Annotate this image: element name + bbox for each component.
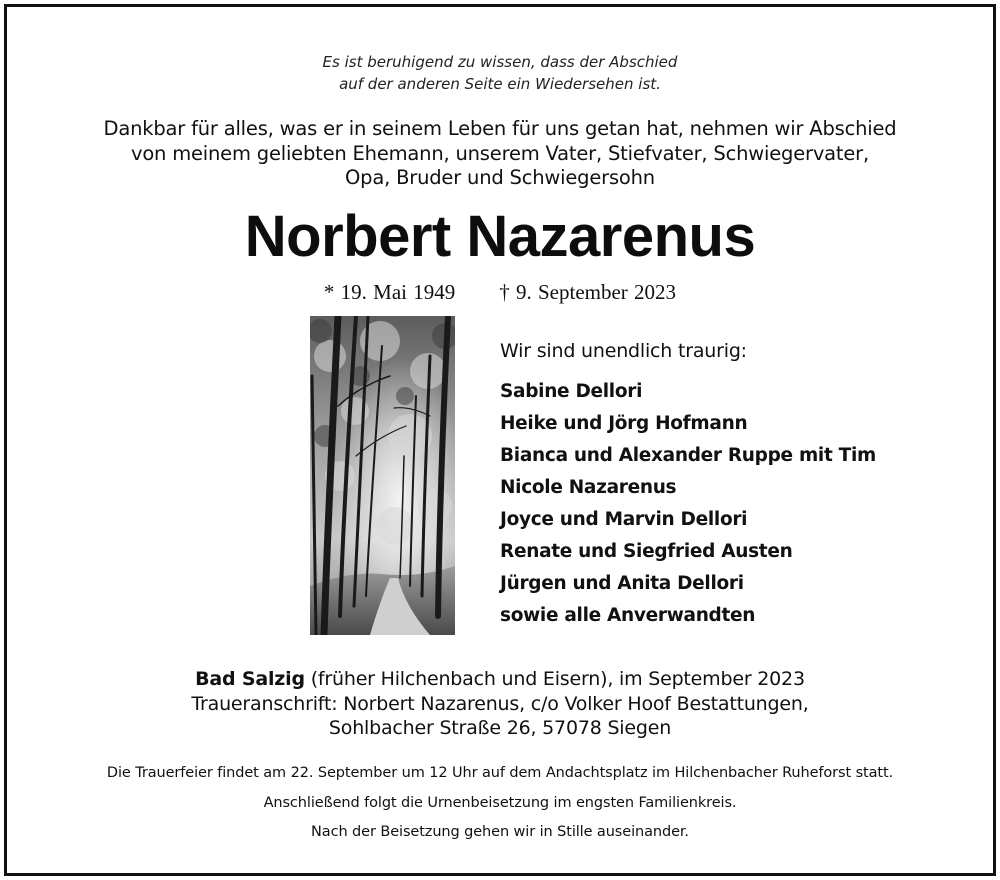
birth-date: * 19. Mai 1949 bbox=[323, 280, 456, 304]
mourner-name: Joyce und Marvin Dellori bbox=[500, 509, 748, 530]
death-date: † 9. September 2023 bbox=[499, 280, 677, 304]
mourner-name: Nicole Nazarenus bbox=[500, 477, 677, 498]
intro-line-1: Dankbar für alles, was er in seinem Leben für uns getan hat, nehmen wir Abschied bbox=[103, 117, 897, 140]
quote-line-1: Es ist beruhigend zu wissen, dass der Abschied bbox=[322, 53, 678, 71]
notes-line-2: Anschließend folgt die Urnenbeisetzung im engsten Familienkreis. bbox=[263, 794, 737, 811]
opening-quote bbox=[7, 51, 993, 95]
mourner-name: Sabine Dellori bbox=[500, 381, 643, 402]
intro-text bbox=[7, 117, 993, 191]
deceased-name: Norbert Nazarenus bbox=[244, 204, 756, 269]
life-dates bbox=[7, 277, 993, 307]
ceremony-notes bbox=[7, 759, 993, 848]
mourners-block bbox=[500, 336, 940, 632]
mourner-name: Renate und Siegfried Austen bbox=[500, 541, 793, 562]
notes-line-1: Die Trauerfeier findet am 22. September um 12 Uhr auf dem Andachtsplatz im Hilchenbacher Ruheforst statt. bbox=[106, 765, 894, 781]
mourner-name: Heike und Jörg Hofmann bbox=[500, 413, 748, 434]
mourner-name: sowie alle Anverwandten bbox=[500, 605, 756, 626]
quote-line-2: auf der anderen Seite ein Wiedersehen ist. bbox=[339, 75, 661, 93]
place-line bbox=[7, 667, 993, 692]
intro-line-2: von meinem geliebten Ehemann, unserem Vater, Stiefvater, Schwiegervater, bbox=[130, 141, 869, 165]
mourners-lead: Wir sind unendlich traurig: bbox=[500, 340, 747, 362]
place-and-address bbox=[7, 667, 993, 741]
mourner-name: Bianca und Alexander Ruppe mit Tim bbox=[500, 445, 876, 466]
intro-line-3: Opa, Bruder und Schwiegersohn bbox=[345, 166, 655, 189]
mourner-name: Jürgen und Anita Dellori bbox=[500, 573, 744, 594]
place-city: Bad Salzig bbox=[195, 668, 305, 690]
place-detail: (früher Hilchenbach und Eisern), im September 2023 bbox=[304, 668, 805, 690]
forest-path-photo bbox=[310, 316, 455, 635]
notes-line-3: Nach der Beisetzung gehen wir in Stille auseinander. bbox=[311, 824, 689, 840]
address-line-1: Traueranschrift: Norbert Nazarenus, c/o Volker Hoof Bestattungen, bbox=[191, 692, 809, 715]
address-line-2: Sohlbacher Straße 26, 57078 Siegen bbox=[328, 717, 672, 739]
obituary-frame bbox=[4, 4, 996, 876]
